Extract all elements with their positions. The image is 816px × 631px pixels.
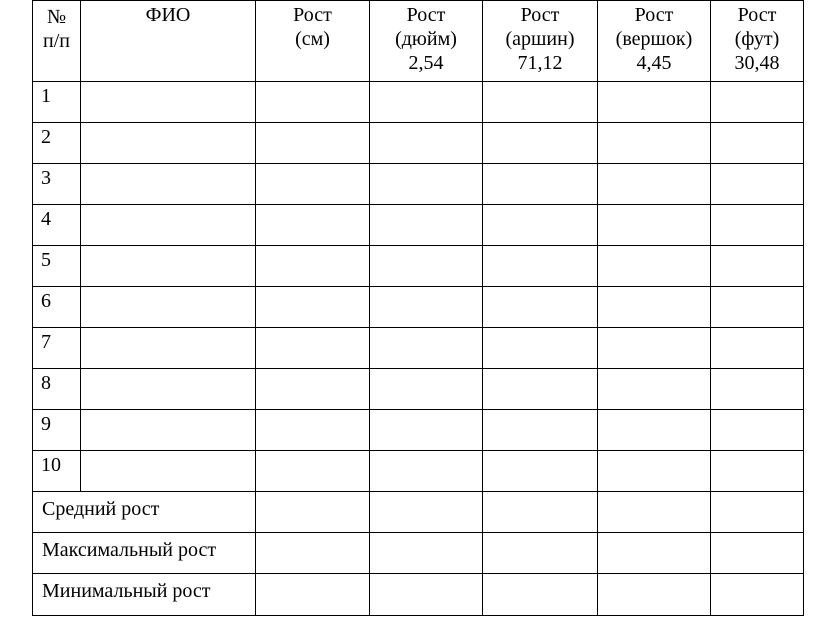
arshin-cell[interactable] [483, 574, 598, 616]
summary-label-average: Средний рост [33, 492, 256, 533]
arshin-cell[interactable] [483, 246, 598, 287]
fio-cell[interactable] [81, 451, 256, 492]
header-height-arshin-line-3: 71,12 [517, 52, 563, 74]
summary-row-average [33, 492, 804, 533]
inch-cell[interactable] [370, 369, 483, 410]
foot-cell[interactable] [711, 328, 804, 369]
cm-cell[interactable] [256, 410, 370, 451]
summary-row-maximum [33, 533, 804, 574]
row-number: 7 [33, 328, 81, 369]
foot-cell[interactable] [711, 410, 804, 451]
arshin-cell[interactable] [483, 492, 598, 533]
cm-cell[interactable] [256, 369, 370, 410]
arshin-cell[interactable] [483, 82, 598, 123]
table-row [33, 328, 804, 369]
vershok-cell[interactable] [598, 82, 711, 123]
summary-label-minimum: Минимальный рост [33, 574, 256, 616]
table-row [33, 246, 804, 287]
table-row [33, 82, 804, 123]
arshin-cell[interactable] [483, 410, 598, 451]
vershok-cell[interactable] [598, 492, 711, 533]
header-height-cm [256, 1, 370, 82]
table-row [33, 369, 804, 410]
cm-cell[interactable] [256, 287, 370, 328]
vershok-cell[interactable] [598, 328, 711, 369]
table-row [33, 451, 804, 492]
arshin-cell[interactable] [483, 451, 598, 492]
header-height-inch-line-3: 2,54 [408, 52, 444, 74]
vershok-cell[interactable] [598, 369, 711, 410]
fio-cell[interactable] [81, 328, 256, 369]
header-height-foot-line-3: 30,48 [734, 52, 780, 74]
fio-cell[interactable] [81, 287, 256, 328]
header-height-cm-line-2: (см) [295, 28, 330, 50]
arshin-cell[interactable] [483, 164, 598, 205]
cm-cell[interactable] [256, 574, 370, 616]
vershok-cell[interactable] [598, 287, 711, 328]
inch-cell[interactable] [370, 82, 483, 123]
inch-cell[interactable] [370, 328, 483, 369]
fio-cell[interactable] [81, 82, 256, 123]
table-row [33, 164, 804, 205]
table-row [33, 123, 804, 164]
row-number: 10 [33, 451, 81, 492]
foot-cell[interactable] [711, 287, 804, 328]
fio-cell[interactable] [81, 410, 256, 451]
inch-cell[interactable] [370, 533, 483, 574]
foot-cell[interactable] [711, 246, 804, 287]
table-row [33, 287, 804, 328]
header-height-arshin-line-1: Рост [520, 4, 560, 26]
row-number: 2 [33, 123, 81, 164]
summary-label-maximum: Максимальный рост [33, 533, 256, 574]
table-row [33, 205, 804, 246]
vershok-cell[interactable] [598, 164, 711, 205]
height-conversion-table [32, 0, 804, 616]
vershok-cell[interactable] [598, 410, 711, 451]
foot-cell[interactable] [711, 82, 804, 123]
fio-cell[interactable] [81, 164, 256, 205]
foot-cell[interactable] [711, 164, 804, 205]
row-number: 1 [33, 82, 81, 123]
row-number: 4 [33, 205, 81, 246]
header-height-vershok-line-1: Рост [634, 4, 674, 26]
inch-cell[interactable] [370, 123, 483, 164]
vershok-cell[interactable] [598, 205, 711, 246]
inch-cell[interactable] [370, 205, 483, 246]
cm-cell[interactable] [256, 533, 370, 574]
arshin-cell[interactable] [483, 205, 598, 246]
header-height-inch-line-1: Рост [406, 4, 446, 26]
table-row [33, 410, 804, 451]
cm-cell[interactable] [256, 451, 370, 492]
header-number-line-1: № [46, 6, 67, 28]
foot-cell[interactable] [711, 369, 804, 410]
cm-cell[interactable] [256, 205, 370, 246]
foot-cell[interactable] [711, 492, 804, 533]
arshin-cell[interactable] [483, 328, 598, 369]
row-number: 3 [33, 164, 81, 205]
fio-cell[interactable] [81, 205, 256, 246]
header-number [33, 1, 81, 82]
header-height-vershok-line-2: (вершок) [615, 28, 693, 50]
fio-cell[interactable] [81, 246, 256, 287]
header-height-cm-line-1: Рост [293, 4, 332, 26]
foot-cell[interactable] [711, 205, 804, 246]
vershok-cell[interactable] [598, 533, 711, 574]
arshin-cell[interactable] [483, 533, 598, 574]
header-fio-line-1: ФИО [145, 4, 191, 26]
arshin-cell[interactable] [483, 287, 598, 328]
foot-cell[interactable] [711, 574, 804, 616]
header-height-vershok-line-3: 4,45 [636, 52, 672, 74]
summary-row-minimum [33, 574, 804, 616]
foot-cell[interactable] [711, 123, 804, 164]
table-header-row [33, 1, 804, 82]
inch-cell[interactable] [370, 164, 483, 205]
header-number-line-2: п/п [43, 30, 70, 52]
inch-cell[interactable] [370, 246, 483, 287]
header-fio [81, 1, 256, 82]
inch-cell[interactable] [370, 574, 483, 616]
cm-cell[interactable] [256, 164, 370, 205]
header-height-arshin-line-2: (аршин) [505, 28, 575, 50]
foot-cell[interactable] [711, 533, 804, 574]
cm-cell[interactable] [256, 82, 370, 123]
header-height-foot-line-1: Рост [737, 4, 777, 26]
header-height-arshin [483, 1, 598, 82]
header-height-inch [370, 1, 483, 82]
vershok-cell[interactable] [598, 123, 711, 164]
cm-cell[interactable] [256, 492, 370, 533]
arshin-cell[interactable] [483, 123, 598, 164]
foot-cell[interactable] [711, 451, 804, 492]
inch-cell[interactable] [370, 451, 483, 492]
arshin-cell[interactable] [483, 369, 598, 410]
inch-cell[interactable] [370, 287, 483, 328]
fio-cell[interactable] [81, 369, 256, 410]
row-number: 9 [33, 410, 81, 451]
row-number: 5 [33, 246, 81, 287]
vershok-cell[interactable] [598, 451, 711, 492]
inch-cell[interactable] [370, 492, 483, 533]
header-height-foot-line-2: (фут) [734, 28, 780, 50]
cm-cell[interactable] [256, 246, 370, 287]
row-number: 6 [33, 287, 81, 328]
header-height-inch-line-2: (дюйм) [395, 28, 457, 50]
cm-cell[interactable] [256, 328, 370, 369]
fio-cell[interactable] [81, 123, 256, 164]
header-height-foot [711, 1, 804, 82]
inch-cell[interactable] [370, 410, 483, 451]
vershok-cell[interactable] [598, 246, 711, 287]
vershok-cell[interactable] [598, 574, 711, 616]
cm-cell[interactable] [256, 123, 370, 164]
header-height-vershok [598, 1, 711, 82]
row-number: 8 [33, 369, 81, 410]
